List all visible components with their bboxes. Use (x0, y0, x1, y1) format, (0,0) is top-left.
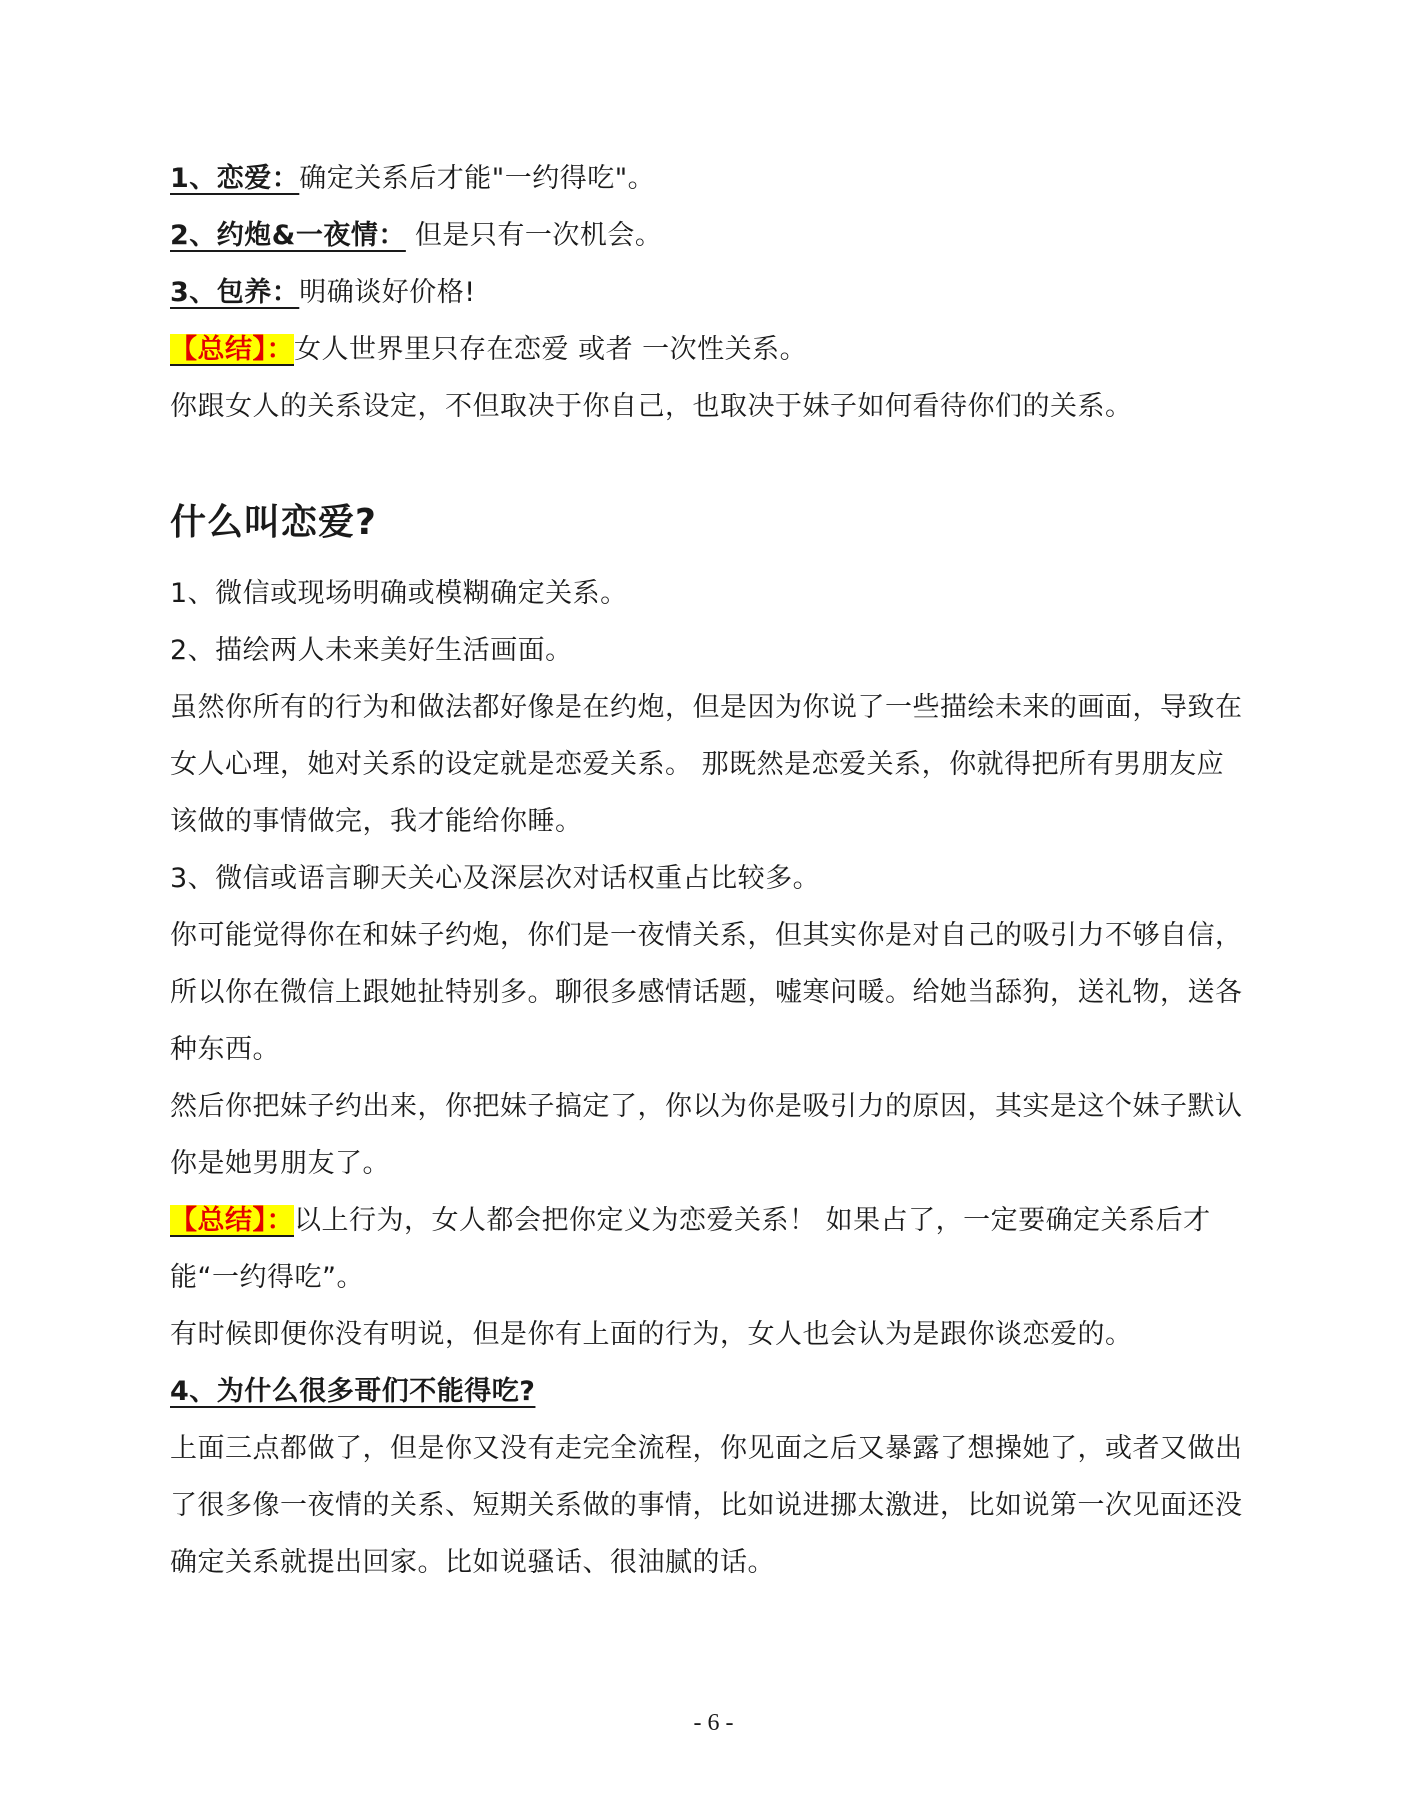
item-text: 确定关系后才能"一约得吃"。 (299, 163, 656, 194)
paragraph-line: 种东西。 (170, 1034, 280, 1065)
paragraph: 有时候即便你没有明说，但是你有上面的行为，女人也会认为是跟你谈恋爱的。 (170, 1319, 1133, 1350)
summary-text: 女人世界里只存在恋爱 或者 一次性关系。 (294, 334, 808, 365)
item-label: 1、恋爱： (170, 163, 300, 194)
paragraph-line: 你是她男朋友了。 (170, 1148, 390, 1179)
paragraph: 你跟女人的关系设定，不但取决于你自己，也取决于妹子如何看待你们的关系。 (170, 391, 1133, 422)
paragraph: 2、描绘两人未来美好生活画面。 (170, 635, 573, 666)
summary-line (170, 321, 1270, 378)
item-text: 但是只有一次机会。 (405, 220, 663, 251)
spacer (170, 435, 1270, 493)
question-line (170, 1363, 1270, 1420)
paragraph-line: 上面三点都做了，但是你又没有走完全流程，你见面之后又暴露了想操她了，或者又做出 (170, 1433, 1243, 1464)
summary-text: 以上行为，女人都会把你定义为恋爱关系！ 如果占了，一定要确定关系后才 (294, 1205, 1211, 1236)
paragraph-line: 确定关系就提出回家。比如说骚话、很油腻的话。 (170, 1547, 775, 1578)
document-page (170, 150, 1270, 1591)
paragraph-line: 该做的事情做完，我才能给你睡。 (170, 806, 583, 837)
relationship-item-keep (170, 264, 1270, 321)
summary-label: 【总结】： (170, 1205, 294, 1236)
item-label: 3、包养： (170, 277, 300, 308)
paragraph-line: 所以你在微信上跟她扯特别多。聊很多感情话题，嘘寒问暖。给她当舔狗，送礼物，送各 (170, 977, 1243, 1008)
paragraph-line: 然后你把妹子约出来，你把妹子搞定了，你以为你是吸引力的原因，其实是这个妹子默认 (170, 1091, 1243, 1122)
item-text: 明确谈好价格! (299, 277, 476, 308)
paragraph-line: 了很多像一夜情的关系、短期关系做的事情，比如说进挪太激进，比如说第一次见面还没 (170, 1490, 1243, 1521)
page-number: - 6 - (693, 1710, 734, 1736)
relationship-item-hookup (170, 207, 1270, 264)
paragraph-line: 女人心理，她对关系的设定就是恋爱关系。 那既然是恋爱关系，你就得把所有男朋友应 (170, 749, 1225, 780)
paragraph: 3、微信或语言聊天关心及深层次对话权重占比较多。 (170, 863, 821, 894)
summary-label: 【总结】： (170, 334, 294, 365)
section-heading: 什么叫恋爱? (170, 502, 377, 543)
summary-line (170, 1192, 1270, 1249)
paragraph-line: 虽然你所有的行为和做法都好像是在约炮，但是因为你说了一些描绘未来的画面，导致在 (170, 692, 1243, 723)
paragraph-line: 你可能觉得你在和妹子约炮，你们是一夜情关系，但其实你是对自己的吸引力不够自信， (170, 920, 1243, 951)
paragraph-line: 能“一约得吃”。 (170, 1262, 364, 1293)
item-label: 2、约炮&一夜情： (170, 220, 406, 251)
question-label: 4、为什么很多哥们不能得吃? (170, 1376, 536, 1407)
relationship-item-love (170, 150, 1270, 207)
paragraph: 1、微信或现场明确或模糊确定关系。 (170, 578, 628, 609)
